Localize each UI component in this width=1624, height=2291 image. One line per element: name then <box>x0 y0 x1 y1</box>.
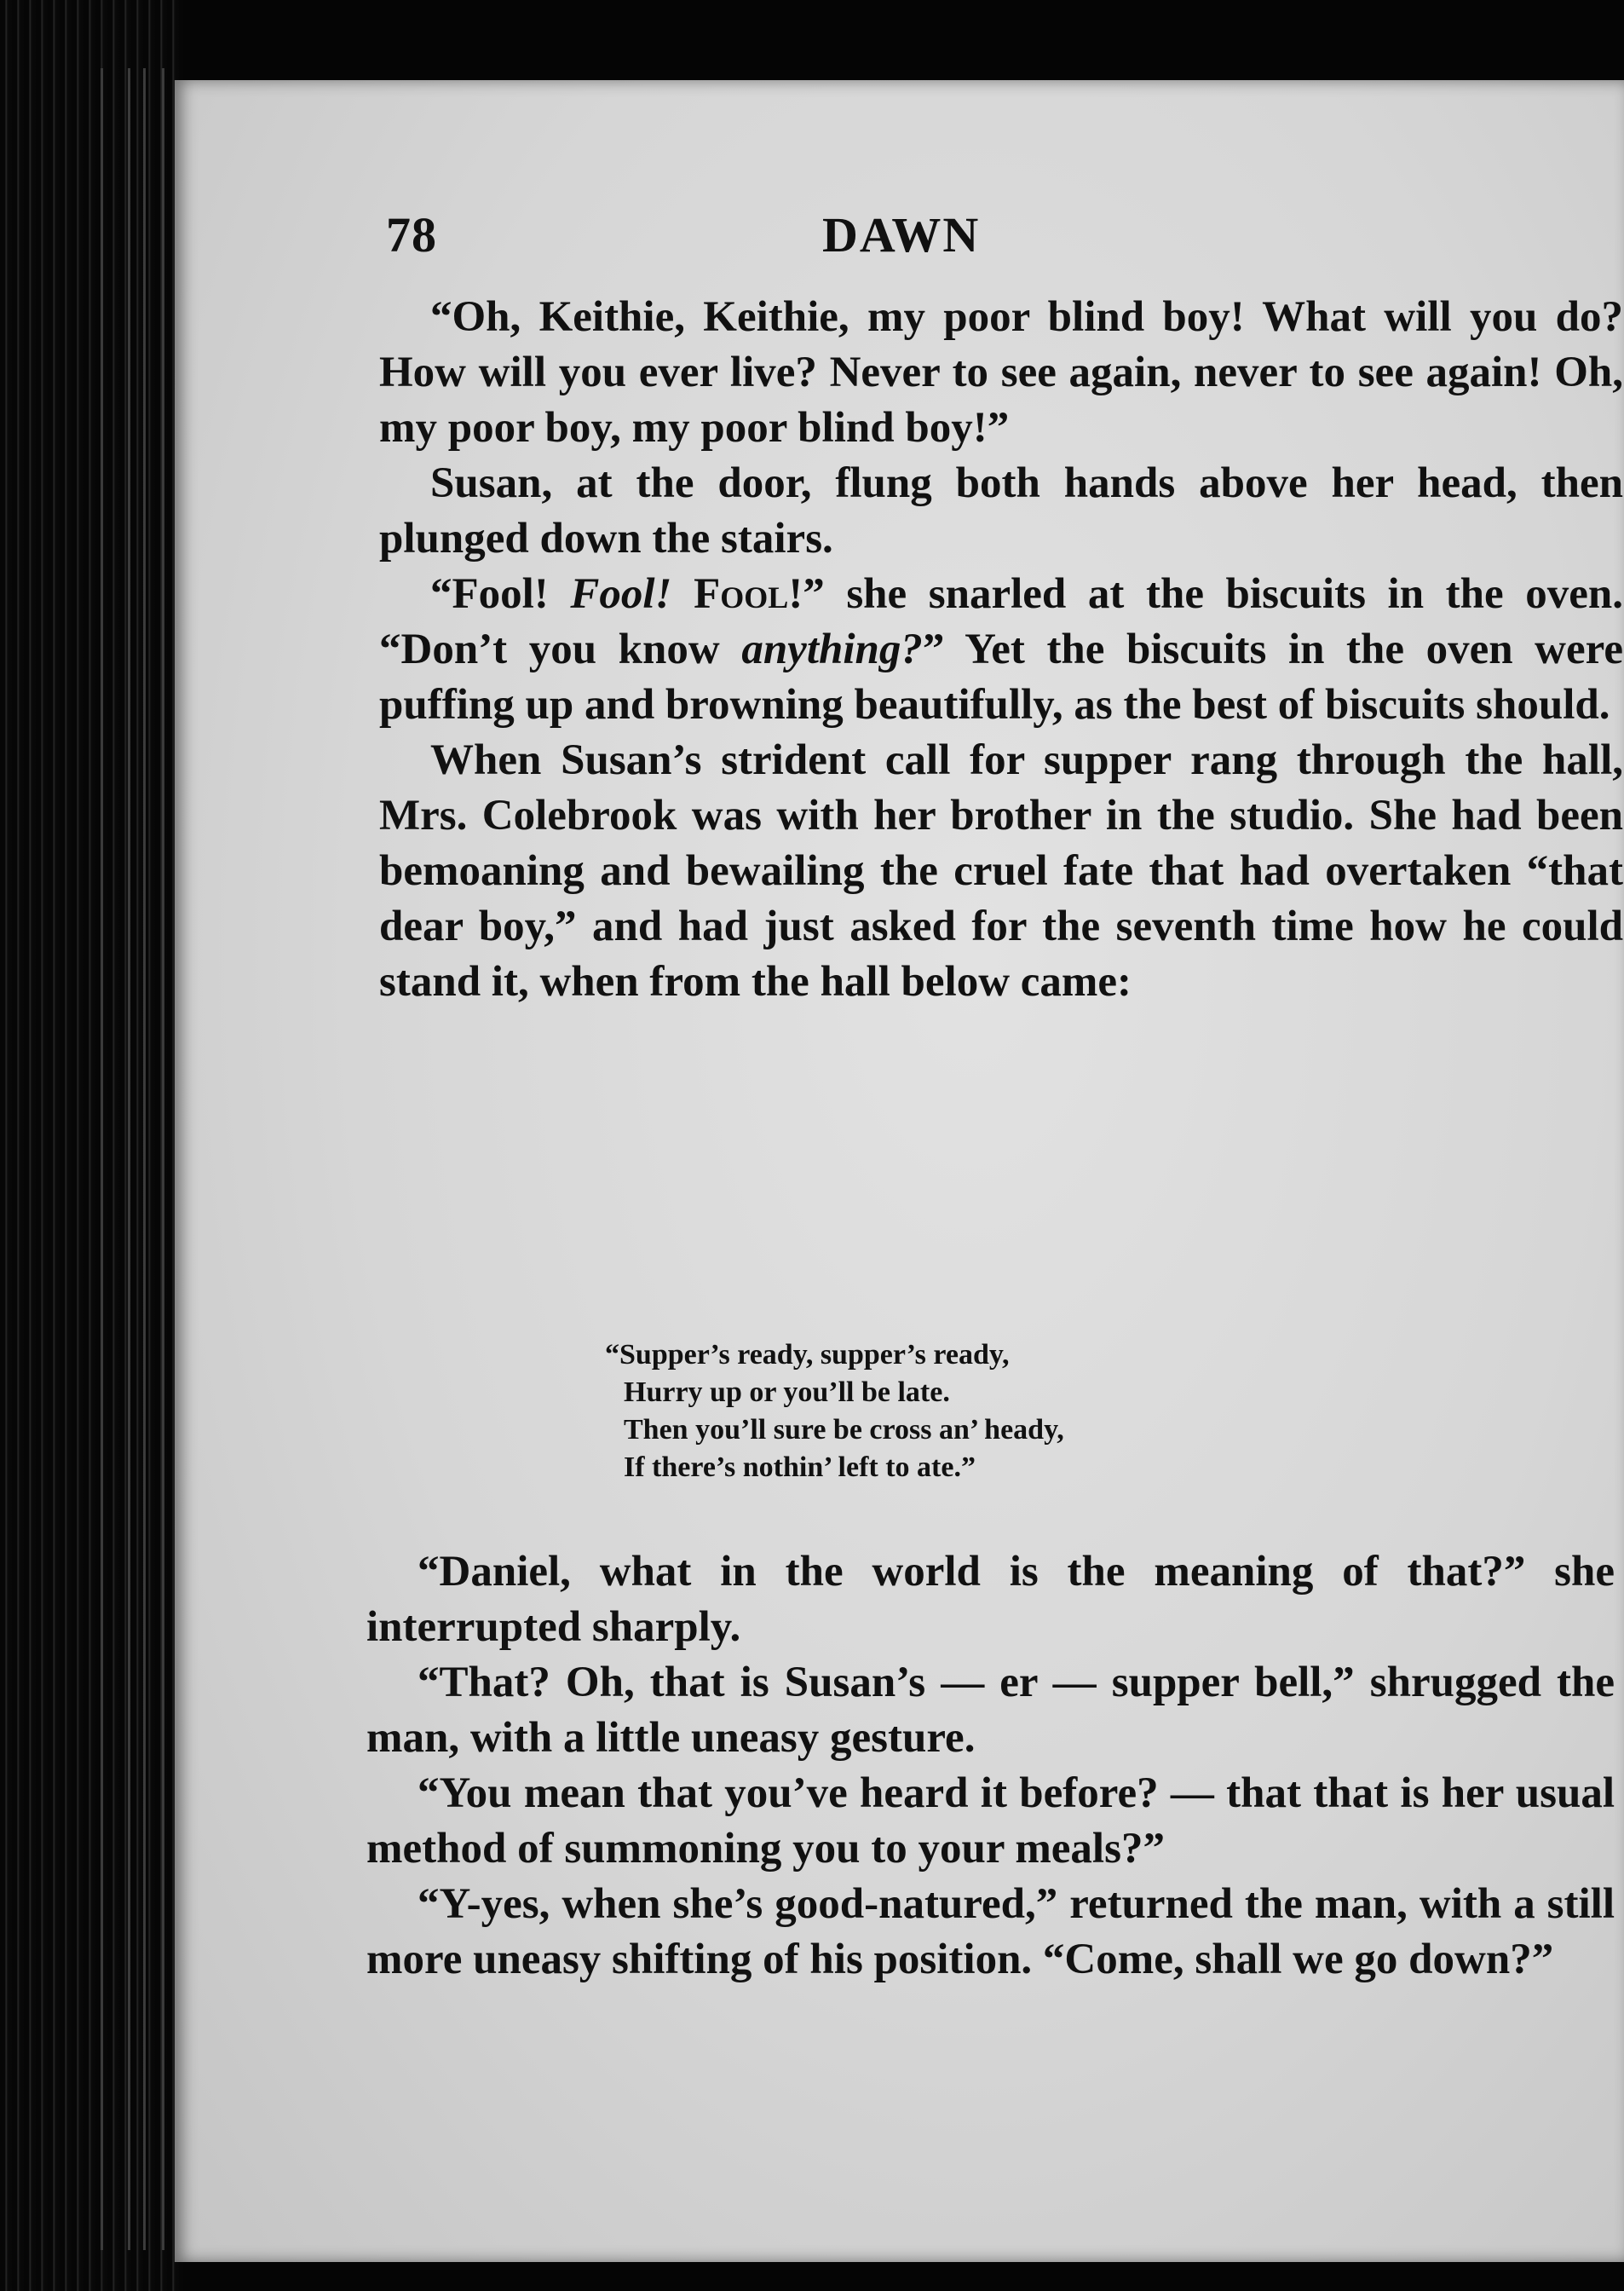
verse-line: If there’s nothin’ left to ate.” <box>624 1451 976 1483</box>
binding-streak <box>143 68 146 2250</box>
paragraph: Susan, at the door, flung both hands above her head, then plunged down the stairs. <box>379 459 1623 563</box>
binding-streak <box>128 68 130 2250</box>
paragraph: When Susan’s strident call for supper rang through the hall, Mrs. Colebrook was with her brother in the studio. She had been bemoaning and bewailing the cruel fate that had overtaken “that dear boy,” and had just asked for the seventh time how he could stand it, when from the hall below came: <box>379 736 1623 1006</box>
paragraph: “That? Oh, that is Susan’s — er — supper bell,” shrugged the man, with a little uneasy gesture. <box>366 1659 1615 1762</box>
verse-line: “Supper’s ready, supper’s ready, <box>605 1339 1010 1371</box>
binding-streak <box>101 68 103 2250</box>
running-header <box>175 206 1624 283</box>
book-page <box>175 80 1624 2262</box>
binding-streak <box>162 68 164 2250</box>
verse-line: Then you’ll sure be cross an’ heady, <box>624 1414 1064 1446</box>
body-text-lower <box>366 1544 1615 1988</box>
paragraph-fool <box>379 567 1623 733</box>
italic-text: Fool! <box>570 570 672 618</box>
verse-block <box>605 1336 1064 1486</box>
smallcaps-text: Fool! <box>694 570 803 618</box>
text-run: ” <box>922 626 945 673</box>
text-run: ” she snarled at the biscuits in the oven. “Don’t you know <box>379 570 1623 673</box>
paragraph: “Y-yes, when she’s good-natured,” returned the man, with a still more uneasy shifting of his position. “Come, shall we go down?” <box>366 1880 1615 1983</box>
paragraph: “Daniel, what in the world is the meaning of that?” she interrupted sharply. <box>366 1548 1615 1651</box>
body-text-upper <box>379 290 1623 1010</box>
text-run: Yet the biscuits in the oven were puffing up and browning beautifully, as the best of biscuits should. <box>379 626 1624 729</box>
running-title: DAWN <box>822 207 981 263</box>
paragraph: “Oh, Keithie, Keithie, my poor blind boy! What will you do? How will you ever live? Never to see again, never to see again! Oh, my poor boy, my poor blind boy!” <box>379 293 1623 452</box>
book-binding-edge <box>0 0 183 2291</box>
paragraph: “You mean that you’ve heard it before? — that that is her usual method of summoning you to your meals?” <box>366 1769 1615 1873</box>
italic-text: anything? <box>741 626 923 673</box>
verse-line: Hurry up or you’ll be late. <box>624 1376 950 1408</box>
page-number: 78 <box>386 207 437 263</box>
text-run: “Fool! <box>430 570 571 618</box>
